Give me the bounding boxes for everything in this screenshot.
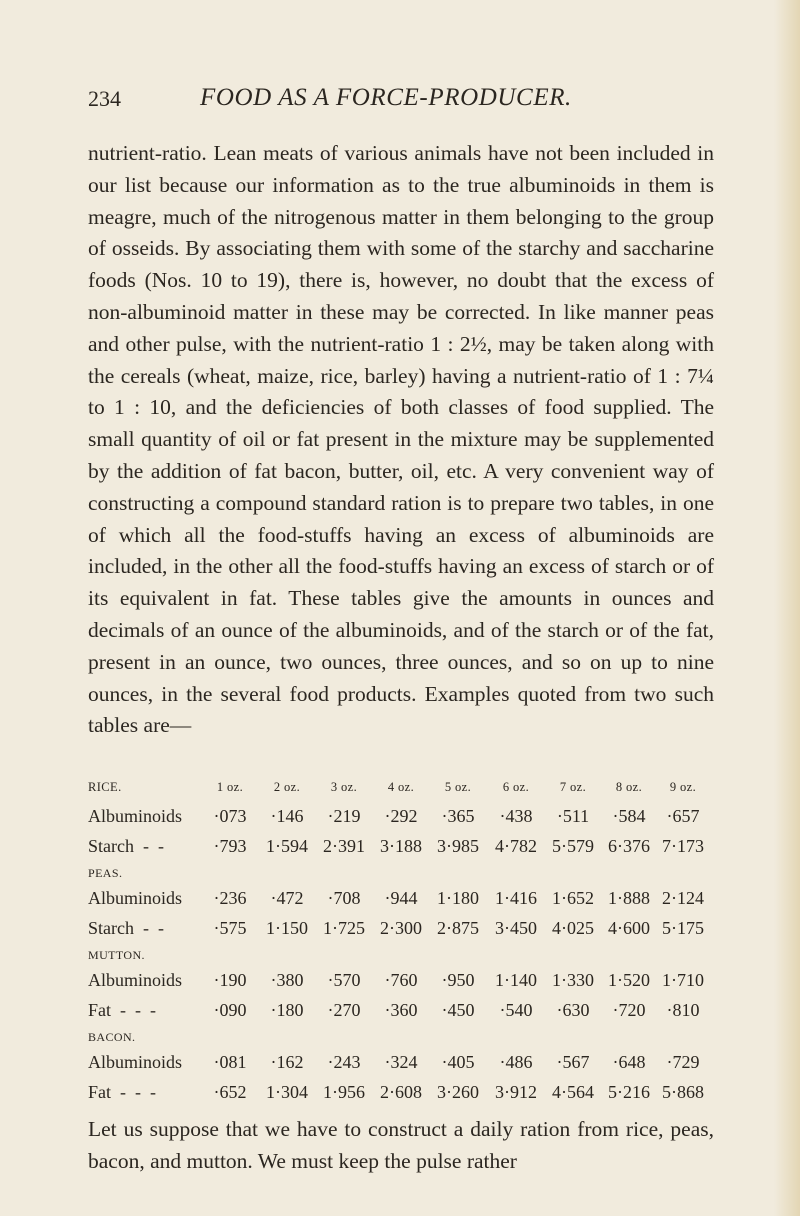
page-edge-shadow (774, 0, 800, 1216)
table-cell: 6·376 (608, 836, 650, 856)
row-label: Fat - - - (88, 1000, 156, 1020)
table-cell: 2·300 (380, 918, 422, 938)
table-cell: ·405 (441, 1052, 475, 1072)
table-cell: ·380 (270, 970, 304, 990)
table-cell: ·810 (666, 1000, 700, 1020)
table-cell: 4·600 (608, 918, 650, 938)
table-cell: 3·450 (495, 918, 537, 938)
table-cell: 4·782 (495, 836, 537, 856)
table-cell: ·708 (327, 888, 361, 908)
table-cell: 5·868 (662, 1082, 704, 1102)
table-cell: ·793 (213, 836, 247, 856)
row-label: Albuminoids (88, 888, 183, 908)
table-cell: 5·216 (608, 1082, 650, 1102)
table-cell: ·365 (441, 806, 475, 826)
table-row (88, 1000, 728, 1030)
table-cell: 2·875 (437, 918, 479, 938)
table-cell: ·511 (556, 806, 590, 826)
table-cell: 3·912 (495, 1082, 537, 1102)
table-cell: ·146 (270, 806, 304, 826)
table-cell: 1·150 (266, 918, 308, 938)
table-cell: ·540 (499, 1000, 533, 1020)
page-header (88, 86, 718, 120)
row-label: Albuminoids (88, 970, 183, 990)
table-cell: 1·416 (495, 888, 537, 908)
table-cell: ·180 (270, 1000, 304, 1020)
table-cell: ·190 (213, 970, 247, 990)
table-cell: 1·180 (437, 888, 479, 908)
row-label: Starch - - (88, 918, 164, 938)
section-label: PEAS. (88, 866, 123, 880)
table-cell: ·570 (327, 970, 361, 990)
table-cell: ·652 (213, 1082, 247, 1102)
table-header-row (88, 780, 728, 806)
table-cell: ·360 (384, 1000, 418, 1020)
table-cell: 1·888 (608, 888, 650, 908)
row-label: Albuminoids (88, 1052, 183, 1072)
table-cell: 4·564 (552, 1082, 594, 1102)
table-cell: 3·188 (380, 836, 422, 856)
table-cell: 3·985 (437, 836, 479, 856)
table-row (88, 970, 728, 1000)
table-cell: 2·124 (662, 888, 704, 908)
table-cell: ·584 (612, 806, 646, 826)
row-label: Fat - - - (88, 1082, 156, 1102)
column-header: 9 oz. (669, 780, 697, 794)
table-cell: ·944 (384, 888, 418, 908)
table-cell: ·073 (213, 806, 247, 826)
row-label: Albuminoids (88, 806, 183, 826)
table-cell: 1·725 (323, 918, 365, 938)
table-cell: 1·140 (495, 970, 537, 990)
column-header: 3 oz. (330, 780, 358, 794)
table-cell: 5·579 (552, 836, 594, 856)
table-cell: 3·260 (437, 1082, 479, 1102)
section-heading (88, 866, 728, 888)
table-cell: ·760 (384, 970, 418, 990)
table-cell: 1·330 (552, 970, 594, 990)
table-cell: ·219 (327, 806, 361, 826)
table-cell: 7·173 (662, 836, 704, 856)
table-row (88, 836, 728, 866)
column-header: 6 oz. (502, 780, 530, 794)
column-header: 8 oz. (615, 780, 643, 794)
table-cell: ·648 (612, 1052, 646, 1072)
column-header: 7 oz. (559, 780, 587, 794)
table-cell: ·081 (213, 1052, 247, 1072)
table-row (88, 806, 728, 836)
table-cell: ·236 (213, 888, 247, 908)
section-label: RICE. (88, 780, 122, 794)
ration-table (88, 780, 728, 1112)
table-cell: ·575 (213, 918, 247, 938)
table-cell: ·292 (384, 806, 418, 826)
table-row (88, 1052, 728, 1082)
row-label: Starch - - (88, 836, 164, 856)
table-row (88, 1082, 728, 1112)
table-cell: 5·175 (662, 918, 704, 938)
column-header: 1 oz. (216, 780, 244, 794)
table-cell: ·162 (270, 1052, 304, 1072)
table-row (88, 888, 728, 918)
table-cell: ·450 (441, 1000, 475, 1020)
table-cell: 1·956 (323, 1082, 365, 1102)
table-cell: ·729 (666, 1052, 700, 1072)
closing-paragraph: Let us suppose that we have to construct a daily ration from rice, peas, bacon, and mutton. We must keep the pulse rather (88, 1117, 714, 1173)
table-cell: 2·391 (323, 836, 365, 856)
table-cell: 1·652 (552, 888, 594, 908)
table-cell: 1·710 (662, 970, 704, 990)
table-cell: 1·520 (608, 970, 650, 990)
table-cell: ·486 (499, 1052, 533, 1072)
page-number: 234 (88, 86, 121, 111)
table-cell: 4·025 (552, 918, 594, 938)
table-cell: ·324 (384, 1052, 418, 1072)
body-paragraph: nutrient-ratio. Lean meats of various animals have not been included in our list because our information as to the true albuminoids in them is meagre, much of the nitrogenous matter in them belonging to the group of osseids. By associating them with some of the starchy and saccharine foods (Nos. 10 to 19), there is, however, no doubt that the excess of non-albuminoid matter in these may be corrected. In like manner peas and other pulse, with the nutrient-ratio 1 : 2½, may be taken along with the cereals (wheat, maize, rice, barley) having a nutrient-ratio of 1 : 7¼ to 1 : 10, and the deficiencies of both classes of food supplied. The small quantity of oil or fat present in the mixture may be supplemented by the addition of fat bacon, butter, oil, etc. A very convenient way of constructing a compound standard ration is to prepare two tables, in one of which all the food-stuffs having an excess of albuminoids are included, in the other all the food-stuffs having an excess of starch or of its equivalent in fat. These tables give the amounts in ounces and decimals of an ounce of the albuminoids, and of the starch or of the fat, present in an ounce, two ounces, three ounces, and so on up to nine ounces, in the several food products. Examples quoted from two such tables are— (88, 141, 714, 738)
section-heading (88, 948, 728, 970)
section-label: BACON. (88, 1030, 136, 1044)
table-cell: ·438 (499, 806, 533, 826)
section-heading (88, 1030, 728, 1052)
column-header: 2 oz. (273, 780, 301, 794)
column-header: 4 oz. (387, 780, 415, 794)
column-header: 5 oz. (444, 780, 472, 794)
table-cell: ·270 (327, 1000, 361, 1020)
table-cell: ·720 (612, 1000, 646, 1020)
table-cell: 1·594 (266, 836, 308, 856)
table-cell: ·567 (556, 1052, 590, 1072)
table-cell: 2·608 (380, 1082, 422, 1102)
running-title: FOOD AS A FORCE-PRODUCER. (200, 84, 572, 111)
table-cell: ·090 (213, 1000, 247, 1020)
table-cell: ·630 (556, 1000, 590, 1020)
table-cell: ·657 (666, 806, 700, 826)
table-cell: ·472 (270, 888, 304, 908)
table-row (88, 918, 728, 948)
table-cell: 1·304 (266, 1082, 308, 1102)
table-cell: ·950 (441, 970, 475, 990)
section-label: MUTTON. (88, 948, 145, 962)
table-cell: ·243 (327, 1052, 361, 1072)
